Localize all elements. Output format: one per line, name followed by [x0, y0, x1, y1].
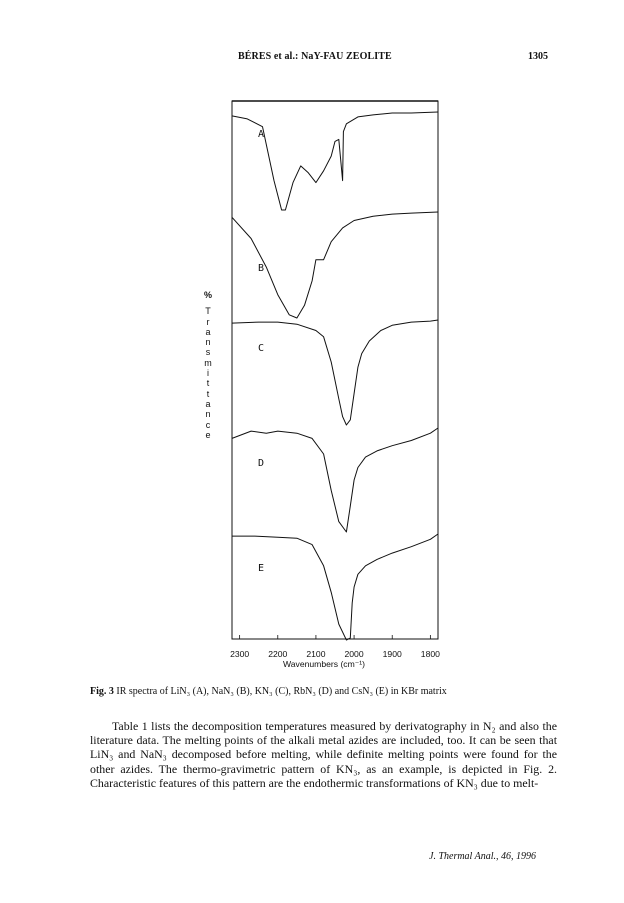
curve-label-c: C: [258, 343, 265, 354]
y-axis-label-char: n: [205, 337, 211, 348]
page-number: 1305: [528, 51, 548, 62]
y-axis-label-percent: %: [203, 290, 212, 300]
curve-label-d: D: [258, 458, 265, 469]
spectrum-curve-e: [232, 534, 438, 640]
x-tick-label: 2100: [306, 649, 326, 659]
spectrum-curves: [232, 112, 438, 640]
running-title: BÉRES et al.: NaY-FAU ZEOLITE: [238, 51, 392, 62]
y-axis-label-char: T: [205, 306, 211, 317]
body-paragraph: Table 1 lists the decomposition temperatures measured by derivatography in N₂ and also the literature data. The melting points of the alkali metal azides are included, too. It can be seen that LiN₃ and NaN₃ decomposed before melting, while definite melting points were found for the other azides. The thermo-gravimetric pattern of KN₃, as an example, is depicted in Fig. 2. Characteristic features of this pattern are the endothermic transformations of KN₃ due to melt-: [90, 719, 557, 790]
curve-label-a: A: [258, 129, 265, 140]
y-axis-label-char: m: [204, 357, 212, 368]
y-axis-label-char: s: [205, 347, 211, 358]
x-tick-label: 2200: [268, 649, 288, 659]
y-axis-label: [202, 290, 214, 440]
y-axis-label-char: a: [205, 326, 211, 337]
x-tick-label: 1900: [382, 649, 402, 659]
x-tick-label: 2300: [230, 649, 250, 659]
x-tick-label: 2000: [344, 649, 364, 659]
spectrum-curve-a: [232, 112, 438, 210]
x-tick-label: 1800: [420, 649, 440, 659]
x-axis-label: Wavenumbers (cm⁻¹): [282, 659, 366, 669]
journal-citation: J. Thermal Anal., 46, 1996: [429, 851, 537, 862]
y-axis-label-char: t: [206, 388, 210, 399]
spectrum-curve-d: [232, 428, 438, 532]
spectrum-curve-c: [232, 320, 438, 425]
figure-caption: [90, 686, 560, 697]
y-axis-label-char: a: [205, 398, 211, 409]
figure-caption-label: Fig. 3: [90, 686, 114, 697]
y-axis-label-char: t: [206, 378, 210, 389]
y-axis-label-char: i: [207, 368, 209, 379]
plot-frame: [232, 101, 438, 639]
curve-label-e: E: [258, 563, 265, 574]
y-axis-label-char: n: [205, 409, 211, 420]
figure-caption-text: IR spectra of LiN₃ (A), NaN₃ (B), KN₃ (C), RbN₃ (D) and CsN₃ (E) in KBr matrix: [113, 686, 447, 697]
curve-label-b: B: [258, 263, 265, 274]
y-axis-label-char: r: [206, 316, 210, 327]
y-axis-label-char: c: [205, 419, 211, 430]
y-axis-label-char: e: [205, 429, 211, 440]
